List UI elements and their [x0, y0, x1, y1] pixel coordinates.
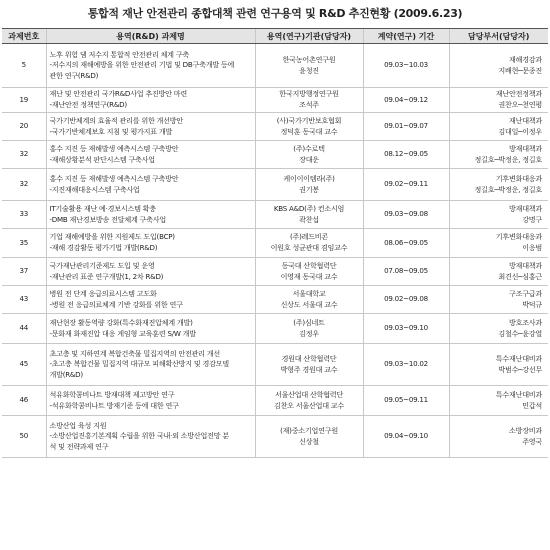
department-cell — [449, 169, 548, 201]
department-cell — [449, 286, 548, 314]
task-name-cell-line: 국가재난관리기준제도 도입 및 운영 — [49, 260, 155, 270]
department-cell-line: 최견신─심홍근 — [498, 271, 542, 281]
institution-cell-line: 신상도 서울대 교수 — [280, 299, 338, 309]
department-cell-line: 특수재난대비과 — [495, 353, 542, 363]
institution-cell-line: 권기봉 — [299, 184, 319, 194]
department-cell — [449, 113, 548, 141]
task-name-cell-line: 석 및 전략과제 연구 — [49, 441, 109, 451]
task-name-cell — [46, 416, 255, 458]
department-cell-line: 민갑석 — [522, 400, 542, 410]
table-row — [2, 229, 548, 258]
institution-cell-line: 김정우 — [299, 328, 319, 338]
header-task-number: 과제번호 — [2, 29, 46, 44]
task-number-cell: 44 — [2, 314, 46, 344]
department-cell — [449, 141, 548, 169]
department-cell-line: 특수재난대비과 — [495, 389, 542, 399]
task-name-cell-line: -병원 전 응급의료체계 기반 강화를 위한 연구 — [49, 299, 183, 309]
department-cell-line: 방재대책과 — [508, 203, 542, 213]
institution-cell — [255, 113, 363, 141]
institution-cell — [255, 386, 363, 416]
period-cell: 09.03~10.02 — [363, 344, 449, 386]
table-row — [2, 286, 548, 314]
period-cell: 09.03~09.10 — [363, 314, 449, 344]
period-cell: 09.03~10.03 — [363, 44, 449, 88]
task-number-cell: 19 — [2, 88, 46, 113]
task-name-cell-line: -초고층 복합건물 밀집지역 대규모 피해확산방지 및 경감모델 — [49, 359, 229, 369]
institution-cell-line: KBS A&D(주) 컨소시엄 — [273, 203, 345, 213]
task-name-cell-line: -저수지의 재해예방을 위한 안전관리 기법 및 DB구축개발 등에 — [49, 60, 235, 70]
institution-cell-line: 이영재 동국대 교수 — [280, 271, 338, 281]
institution-cell-line: (주)수로텍 — [293, 143, 325, 153]
task-name-cell-line: -지진재해대응시스템 구축사업 — [49, 184, 140, 194]
period-cell: 09.03~09.08 — [363, 201, 449, 229]
department-cell-line: 지배현─문종진 — [498, 65, 542, 75]
department-cell — [449, 344, 548, 386]
department-cell — [449, 229, 548, 258]
department-cell-line: 방재대책과 — [508, 260, 542, 270]
department-cell — [449, 44, 548, 88]
institution-cell-line: 한국농어촌연구원 — [282, 54, 336, 64]
task-name-cell — [46, 286, 255, 314]
task-number-cell: 37 — [2, 258, 46, 286]
task-number-cell: 45 — [2, 344, 46, 386]
institution-cell-line: 서울산업대 산학협력단 — [274, 389, 344, 399]
task-name-cell-line: 관한 연구(R&D) — [49, 70, 99, 80]
department-cell-line: 재난대책과 — [508, 115, 542, 125]
department-cell-line: 방호조사과 — [508, 317, 542, 327]
period-cell: 09.05~09.11 — [363, 386, 449, 416]
department-cell-line: 박범수─강선무 — [498, 364, 542, 374]
task-number-cell: 43 — [2, 286, 46, 314]
period-cell: 08.06~09.05 — [363, 229, 449, 258]
task-name-cell-line: -문화재 화재진압 대응 게임형 교육훈련 S/W 개발 — [49, 328, 196, 338]
institution-cell-line: (주)레드비콘 — [289, 232, 329, 242]
task-name-cell-line: 국가기반체계의 효율적 관리를 위한 개선방안 — [49, 115, 183, 125]
department-cell — [449, 386, 548, 416]
table-row — [2, 44, 548, 88]
institution-cell — [255, 258, 363, 286]
institution-cell-line: 경원대 산학협력단 — [281, 353, 337, 363]
task-name-cell — [46, 201, 255, 229]
department-cell-line: 기후변화대응과 — [495, 173, 542, 183]
period-cell: 09.01~09.07 — [363, 113, 449, 141]
task-number-cell: 50 — [2, 416, 46, 458]
institution-cell — [255, 201, 363, 229]
department-cell-line: 정길호─박정운, 정길호 — [474, 154, 542, 164]
task-name-cell-line: -DMB 재난경보방송 전달체계 구축사업 — [49, 214, 166, 224]
institution-cell-line: 이원호 성균관대 겸임교수 — [270, 243, 348, 252]
task-number-cell: 46 — [2, 386, 46, 416]
department-cell-line: 소방장비과 — [508, 425, 542, 435]
institution-cell-line: 장대운 — [299, 154, 319, 164]
institution-cell — [255, 286, 363, 314]
department-cell-line: 주영국 — [522, 436, 542, 446]
table-row — [2, 344, 548, 386]
institution-cell-line: (재)중소기업연구원 — [280, 425, 338, 435]
task-name-cell-line: -재해 경감활동 평가기법 개발(R&D) — [49, 243, 158, 252]
table-row — [2, 386, 548, 416]
task-name-cell-line: 홍수 지진 등 재해발생 예측시스템 구축방안 — [49, 173, 179, 183]
table-row — [2, 141, 548, 169]
department-cell-line: 김철수─윤강열 — [498, 328, 542, 338]
task-name-cell-line: -소방산업진흥기본계획 수립을 위한 국내·외 소방산업전망 분 — [49, 431, 229, 441]
table-row — [2, 416, 548, 458]
period-cell: 09.04~09.12 — [363, 88, 449, 113]
department-cell-line: 박덕규 — [522, 299, 542, 309]
department-cell — [449, 201, 548, 229]
status-table — [2, 28, 548, 458]
task-name-cell — [46, 386, 255, 416]
department-cell-line: 김대일─이정우 — [498, 126, 542, 136]
task-name-cell-line: 병원 전 단계 응급의료시스템 고도화 — [49, 288, 157, 298]
header-contract-period: 계약(연구) 기간 — [363, 29, 449, 44]
task-name-cell — [46, 344, 255, 386]
department-cell-line: 권찬오─천연평 — [498, 100, 542, 109]
task-name-cell-line: -재난관리 표준 연구개발(1, 2차 R&D) — [49, 271, 164, 281]
institution-cell — [255, 314, 363, 344]
task-name-cell-line: 개발(R&D) — [49, 369, 83, 379]
task-name-cell — [46, 88, 255, 113]
header-institution: 용역(연구)기관(담당자) — [255, 29, 363, 44]
task-name-cell-line: -재난안전 정책연구(R&D) — [49, 100, 127, 109]
table-row — [2, 88, 548, 113]
institution-cell — [255, 169, 363, 201]
department-cell — [449, 416, 548, 458]
header-task-name: 용역(R&D) 과제명 — [46, 29, 255, 44]
institution-cell-line: 동국대 산학협력단 — [281, 260, 337, 270]
task-number-cell: 20 — [2, 113, 46, 141]
institution-cell-line: 김찬오 서울산업대 교수 — [273, 400, 345, 410]
table-row — [2, 113, 548, 141]
task-name-cell — [46, 44, 255, 88]
department-cell — [449, 258, 548, 286]
header-department: 담당부서(담당자) — [449, 29, 548, 44]
period-cell: 09.02~09.11 — [363, 169, 449, 201]
task-name-cell-line: 석유화학콤비나트 방재대책 제고방안 연구 — [49, 389, 175, 399]
task-number-cell: 35 — [2, 229, 46, 258]
task-name-cell-line: 홍수 지진 등 재해발생 예측시스템 구축방안 — [49, 143, 179, 153]
table-header-row — [2, 29, 548, 44]
period-cell: 09.04~09.10 — [363, 416, 449, 458]
institution-cell — [255, 416, 363, 458]
task-name-cell-line: 소방산업 육성 지원 — [49, 420, 107, 430]
institution-cell — [255, 141, 363, 169]
institution-cell — [255, 44, 363, 88]
page-title: 통합적 재난 안전관리 종합대책 관련 연구용역 및 R&D 추진현황 (2009.6.23) — [87, 7, 463, 20]
department-cell-line: 방재대책과 — [508, 143, 542, 153]
department-cell-line: 기후변화대응과 — [495, 232, 542, 242]
department-cell-line: 재난안전정책과 — [495, 89, 542, 99]
institution-cell-line: (사)국가기반보호협회 — [276, 115, 342, 125]
task-name-cell-line: -재해상황분석 판단시스템 구축사업 — [49, 154, 155, 164]
task-name-cell — [46, 258, 255, 286]
table-row — [2, 258, 548, 286]
task-number-cell: 5 — [2, 44, 46, 88]
task-name-cell — [46, 169, 255, 201]
task-name-cell — [46, 229, 255, 258]
department-cell — [449, 88, 548, 113]
task-name-cell-line: 노후 위험 댐 저수지 통합적 안전관리 체계 구축 — [49, 49, 189, 59]
department-cell-line: 구조구급과 — [508, 288, 542, 298]
institution-cell-line: 한국지방행정연구원 — [279, 89, 339, 99]
institution-cell-line: 조석주 — [299, 100, 319, 109]
institution-cell-line: 서울대학교 — [292, 288, 326, 298]
institution-cell-line: 신상철 — [299, 436, 319, 446]
task-name-cell — [46, 141, 255, 169]
department-cell-line: 정길호─박정운, 정길호 — [474, 184, 542, 194]
table-row — [2, 169, 548, 201]
period-cell: 08.12~09.05 — [363, 141, 449, 169]
task-number-cell: 32 — [2, 169, 46, 201]
institution-cell-line: 곽찬섭 — [299, 214, 319, 224]
table-row — [2, 314, 548, 344]
institution-cell-line: 박형주 경원대 교수 — [280, 364, 338, 374]
task-name-cell-line: 초고층 및 지하연계 복합건축물 밀집지역의 안전관리 개선 — [49, 348, 220, 358]
institution-cell-line: 윤청진 — [299, 65, 319, 75]
task-number-cell: 32 — [2, 141, 46, 169]
institution-cell — [255, 344, 363, 386]
task-name-cell-line: 기업 재해예방을 위한 지원제도 도입(BCP) — [49, 232, 175, 242]
department-cell-line: 이응범 — [522, 243, 542, 252]
institution-cell — [255, 229, 363, 258]
task-name-cell — [46, 314, 255, 344]
task-name-cell-line: IT기술활용 재난 예·경보시스템 확충 — [49, 203, 156, 213]
task-name-cell-line: -석유화학콤비나트 방재기준 등에 대한 연구 — [49, 400, 179, 410]
task-name-cell-line: 재난현장 활동역량 강화(특수화재진압체계 개발) — [49, 317, 193, 327]
department-cell-line: 재해경감과 — [508, 54, 542, 64]
task-number-cell: 33 — [2, 201, 46, 229]
institution-cell — [255, 88, 363, 113]
department-cell — [449, 314, 548, 344]
period-cell: 09.02~09.08 — [363, 286, 449, 314]
institution-cell-line: 정덕훈 동국대 교수 — [280, 126, 338, 136]
institution-cell-line: (주)심네트 — [293, 317, 325, 327]
task-name-cell — [46, 113, 255, 141]
institution-cell-line: 케이이이템라(주) — [283, 173, 335, 183]
period-cell: 07.08~09.05 — [363, 258, 449, 286]
task-name-cell-line: -국가기반체계보호 지침 및 평가지표 개발 — [49, 126, 173, 136]
task-name-cell-line: 재난 및 안전관리 국가R&D사업 추진방안 마련 — [49, 89, 187, 99]
department-cell-line: 강명구 — [522, 214, 542, 224]
table-row — [2, 201, 548, 229]
